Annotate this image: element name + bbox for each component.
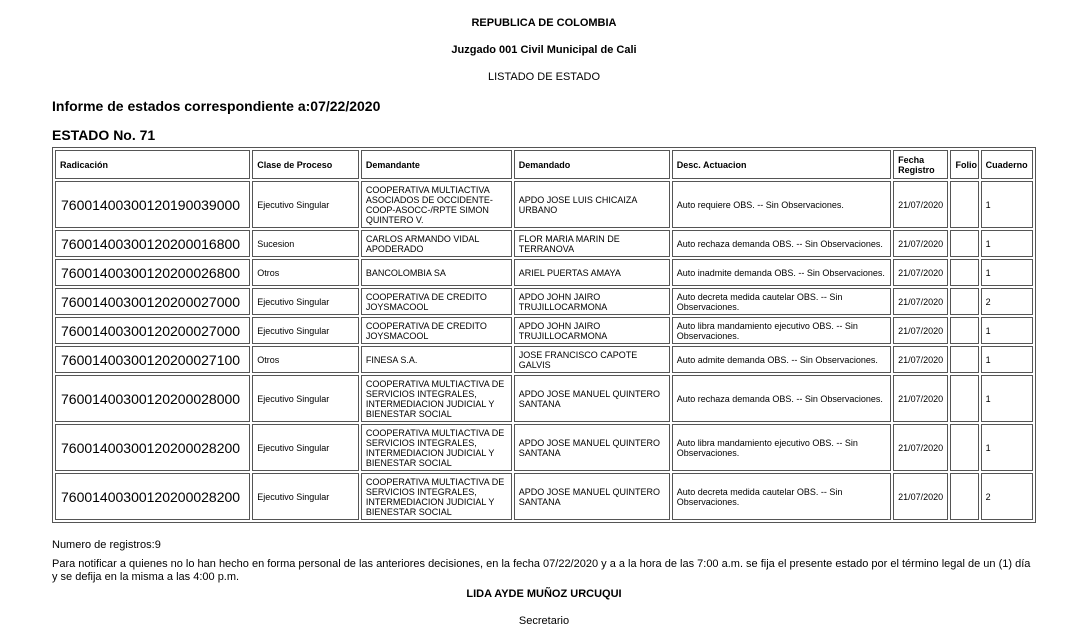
- cell-desc: Auto inadmite demanda OBS. -- Sin Observaciones.: [672, 259, 891, 286]
- cell-clase: Ejecutivo Singular: [252, 317, 359, 344]
- cell-demandado: APDO JOHN JAIRO TRUJILLOCARMONA: [514, 288, 670, 315]
- cell-demandante: COOPERATIVA MULTIACTIVA DE SERVICIOS INTEGRALES, INTERMEDIACION JUDICIAL Y BIENESTAR SOCIAL: [361, 375, 512, 422]
- cell-fecha: 21/07/2020: [893, 181, 948, 228]
- cell-fecha: 21/07/2020: [893, 375, 948, 422]
- cell-cuaderno: 1: [981, 317, 1033, 344]
- cell-cuaderno: 2: [981, 473, 1033, 520]
- cell-clase: Ejecutivo Singular: [252, 424, 359, 471]
- cell-cuaderno: 2: [981, 288, 1033, 315]
- cell-clase: Ejecutivo Singular: [252, 473, 359, 520]
- cell-demandante: FINESA S.A.: [361, 346, 512, 373]
- cell-radicacion: 76001400300120190039000: [55, 181, 250, 228]
- table-row: [55, 288, 1033, 315]
- cell-folio: [950, 346, 978, 373]
- cell-cuaderno: 1: [981, 181, 1033, 228]
- cell-demandado: JOSE FRANCISCO CAPOTE GALVIS: [514, 346, 670, 373]
- cell-radicacion: 76001400300120200028200: [55, 473, 250, 520]
- cell-desc: Auto requiere OBS. -- Sin Observaciones.: [672, 181, 891, 228]
- col-radicacion: Radicación: [55, 150, 250, 179]
- cell-desc: Auto admite demanda OBS. -- Sin Observaciones.: [672, 346, 891, 373]
- table-row: [55, 424, 1033, 471]
- cell-folio: [950, 181, 978, 228]
- cell-demandado: APDO JOHN JAIRO TRUJILLOCARMONA: [514, 317, 670, 344]
- cell-demandado: APDO JOSE MANUEL QUINTERO SANTANA: [514, 473, 670, 520]
- table-row: [55, 181, 1033, 228]
- cell-folio: [950, 317, 978, 344]
- cell-folio: [950, 473, 978, 520]
- cell-demandado: APDO JOSE LUIS CHICAIZA URBANO: [514, 181, 670, 228]
- cell-desc: Auto decreta medida cautelar OBS. -- Sin Observaciones.: [672, 473, 891, 520]
- cell-fecha: 21/07/2020: [893, 230, 948, 257]
- cell-desc: Auto rechaza demanda OBS. -- Sin Observaciones.: [672, 375, 891, 422]
- cell-folio: [950, 375, 978, 422]
- table-row: [55, 473, 1033, 520]
- cell-clase: Ejecutivo Singular: [252, 288, 359, 315]
- record-count: Numero de registros:9: [52, 539, 161, 551]
- report-title: Informe de estados correspondiente a:07/22/2020: [52, 98, 381, 114]
- cell-folio: [950, 230, 978, 257]
- cell-clase: Otros: [252, 259, 359, 286]
- table-row: [55, 230, 1033, 257]
- cell-cuaderno: 1: [981, 230, 1033, 257]
- table-row: [55, 259, 1033, 286]
- cell-fecha: 21/07/2020: [893, 259, 948, 286]
- cell-clase: Sucesion: [252, 230, 359, 257]
- header-listing: LISTADO DE ESTADO: [487, 71, 601, 83]
- cell-clase: Ejecutivo Singular: [252, 181, 359, 228]
- cell-demandante: COOPERATIVA DE CREDITO JOYSMACOOL: [361, 317, 512, 344]
- cell-demandado: FLOR MARIA MARIN DE TERRANOVA: [514, 230, 670, 257]
- cell-radicacion: 76001400300120200027000: [55, 317, 250, 344]
- cell-demandado: ARIEL PUERTAS AMAYA: [514, 259, 670, 286]
- col-demandado: Demandado: [514, 150, 670, 179]
- table-row: [55, 317, 1033, 344]
- cell-clase: Otros: [252, 346, 359, 373]
- cell-desc: Auto rechaza demanda OBS. -- Sin Observaciones.: [672, 230, 891, 257]
- cell-desc: Auto decreta medida cautelar OBS. -- Sin Observaciones.: [672, 288, 891, 315]
- cell-demandado: APDO JOSE MANUEL QUINTERO SANTANA: [514, 424, 670, 471]
- col-cuaderno: Cuaderno: [981, 150, 1033, 179]
- cell-folio: [950, 288, 978, 315]
- cell-fecha: 21/07/2020: [893, 317, 948, 344]
- cell-demandante: COOPERATIVA DE CREDITO JOYSMACOOL: [361, 288, 512, 315]
- estado-number: ESTADO No. 71: [52, 127, 156, 143]
- cell-fecha: 21/07/2020: [893, 288, 948, 315]
- cell-radicacion: 76001400300120200026800: [55, 259, 250, 286]
- cell-demandante: CARLOS ARMANDO VIDAL APODERADO: [361, 230, 512, 257]
- cell-cuaderno: 1: [981, 259, 1033, 286]
- cell-demandante: COOPERATIVA MULTIACTIVA DE SERVICIOS INTEGRALES, INTERMEDIACION JUDICIAL Y BIENESTAR SOCIAL: [361, 424, 512, 471]
- signer-role: Secretario: [518, 615, 570, 627]
- cell-fecha: 21/07/2020: [893, 346, 948, 373]
- cell-cuaderno: 1: [981, 346, 1033, 373]
- cell-fecha: 21/07/2020: [893, 473, 948, 520]
- cell-folio: [950, 424, 978, 471]
- cell-cuaderno: 1: [981, 375, 1033, 422]
- cell-demandante: COOPERATIVA MULTIACTIVA DE SERVICIOS INTEGRALES, INTERMEDIACION JUDICIAL Y BIENESTAR SOCIAL: [361, 473, 512, 520]
- cell-demandado: APDO JOSE MANUEL QUINTERO SANTANA: [514, 375, 670, 422]
- col-demandante: Demandante: [361, 150, 512, 179]
- cell-fecha: 21/07/2020: [893, 424, 948, 471]
- table-header-row: [55, 150, 1033, 179]
- cell-cuaderno: 1: [981, 424, 1033, 471]
- cell-desc: Auto libra mandamiento ejecutivo OBS. -- Sin Observaciones.: [672, 317, 891, 344]
- cell-radicacion: 76001400300120200027100: [55, 346, 250, 373]
- cell-radicacion: 76001400300120200027000: [55, 288, 250, 315]
- table-row: [55, 346, 1033, 373]
- cell-radicacion: 76001400300120200028200: [55, 424, 250, 471]
- col-clase: Clase de Proceso: [252, 150, 359, 179]
- cell-demandante: COOPERATIVA MULTIACTIVA ASOCIADOS DE OCCIDENTE-COOP-ASOCC-/RPTE SIMON QUINTERO V.: [361, 181, 512, 228]
- cell-radicacion: 76001400300120200016800: [55, 230, 250, 257]
- table-row: [55, 375, 1033, 422]
- col-fecha: Fecha Registro: [893, 150, 948, 179]
- col-folio: Folio: [950, 150, 978, 179]
- estado-table: [52, 147, 1036, 523]
- cell-folio: [950, 259, 978, 286]
- legal-notice: Para notificar a quienes no lo han hecho en forma personal de las anteriores decisiones, en la fecha 07/22/2020 y a a la hora de las 7:00 a.m. se fija el presente estado por el término legal de un (1) día y se defija en la misma a las 4:00 p.m.: [52, 558, 1031, 583]
- col-desc: Desc. Actuacion: [672, 150, 891, 179]
- cell-clase: Ejecutivo Singular: [252, 375, 359, 422]
- cell-radicacion: 76001400300120200028000: [55, 375, 250, 422]
- cell-desc: Auto libra mandamiento ejecutivo OBS. -- Sin Observaciones.: [672, 424, 891, 471]
- header-country: REPUBLICA DE COLOMBIA: [471, 17, 617, 29]
- signer-name: LIDA AYDE MUÑOZ URCUQUI: [466, 588, 622, 600]
- header-court: Juzgado 001 Civil Municipal de Cali: [451, 44, 637, 56]
- cell-demandante: BANCOLOMBIA SA: [361, 259, 512, 286]
